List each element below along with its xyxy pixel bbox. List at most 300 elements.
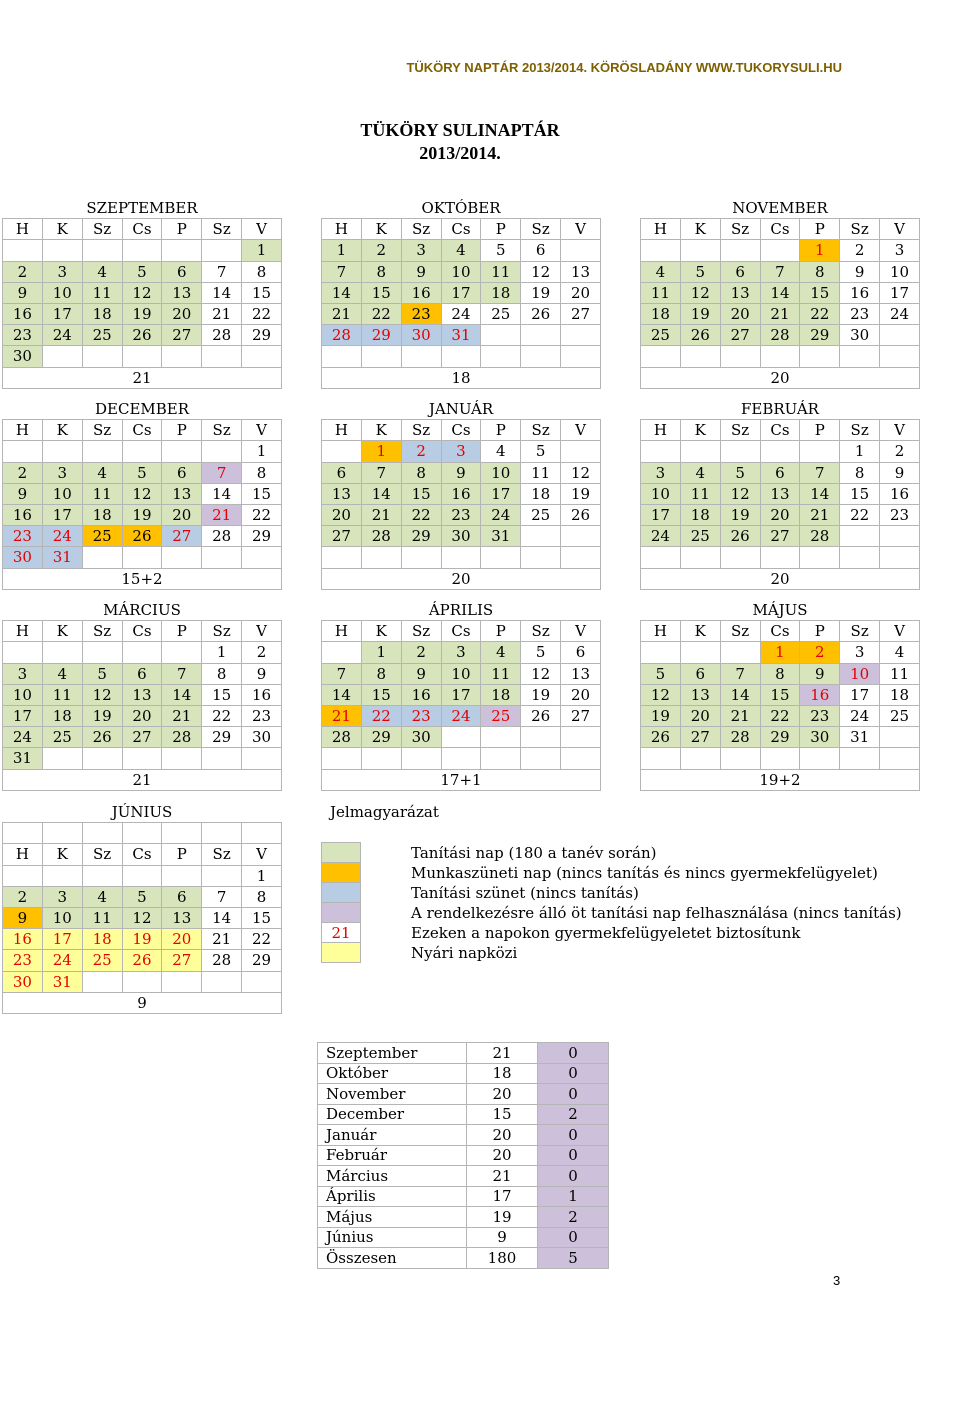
weekday-header: V — [561, 219, 601, 240]
day-cell: 24 — [42, 526, 82, 547]
empty-cell — [561, 240, 601, 261]
day-cell: 3 — [42, 462, 82, 483]
day-cell: 15 — [800, 282, 840, 303]
empty-cell — [641, 547, 681, 568]
weekday-header: H — [641, 621, 681, 642]
day-cell: 2 — [401, 441, 441, 462]
empty-cell — [361, 547, 401, 568]
empty-cell — [561, 727, 601, 748]
legend-swatch — [322, 863, 361, 883]
summary-extra: 2 — [538, 1207, 609, 1228]
empty-cell — [3, 441, 43, 462]
empty-cell — [162, 642, 202, 663]
day-cell: 26 — [122, 325, 162, 346]
empty-cell — [521, 727, 561, 748]
legend-text: Tanítási nap (180 a tanév során) — [411, 843, 657, 862]
empty-cell — [441, 547, 481, 568]
day-cell: 2 — [3, 886, 43, 907]
day-cell: 28 — [760, 325, 800, 346]
day-cell: 13 — [561, 261, 601, 282]
day-cell: 15 — [242, 282, 282, 303]
day-cell: 22 — [361, 303, 401, 324]
day-cell: 15 — [760, 684, 800, 705]
empty-cell — [760, 441, 800, 462]
weekday-header: Sz — [202, 219, 242, 240]
empty-cell — [880, 748, 920, 769]
day-cell: 8 — [242, 261, 282, 282]
weekday-header: Cs — [122, 844, 162, 865]
day-cell: 31 — [481, 526, 521, 547]
empty-cell — [441, 727, 481, 748]
weekday-header: H — [641, 219, 681, 240]
day-cell: 25 — [521, 504, 561, 525]
weekday-header: Cs — [441, 621, 481, 642]
weekday-header: P — [481, 219, 521, 240]
day-cell: 31 — [441, 325, 481, 346]
summary-row — [318, 1043, 609, 1064]
day-cell: 3 — [641, 462, 681, 483]
empty-cell — [361, 748, 401, 769]
day-cell: 28 — [162, 727, 202, 748]
day-cell: 20 — [561, 684, 601, 705]
legend-swatch — [322, 843, 361, 863]
day-cell: 25 — [82, 526, 122, 547]
weekday-header: H — [322, 621, 362, 642]
day-cell: 4 — [641, 261, 681, 282]
empty-cell — [82, 865, 122, 886]
day-cell: 5 — [122, 261, 162, 282]
day-cell: 1 — [361, 642, 401, 663]
day-cell: 29 — [760, 727, 800, 748]
day-cell: 6 — [162, 886, 202, 907]
day-cell: 13 — [680, 684, 720, 705]
day-cell: 26 — [561, 504, 601, 525]
month-calendar — [2, 197, 282, 389]
day-cell: 18 — [880, 684, 920, 705]
day-cell: 21 — [202, 504, 242, 525]
day-cell: 22 — [800, 303, 840, 324]
day-cell: 3 — [441, 441, 481, 462]
page-header: TÜKÖRY NAPTÁR 2013/2014. KÖRÖSLADÁNY WWW.TUKORYSULI.HU — [406, 60, 842, 75]
day-cell: 7 — [202, 261, 242, 282]
day-cell: 6 — [162, 261, 202, 282]
summary-days: 9 — [467, 1227, 538, 1248]
weekday-header: V — [242, 219, 282, 240]
day-cell: 26 — [521, 705, 561, 726]
empty-cell — [401, 547, 441, 568]
day-cell: 12 — [521, 663, 561, 684]
day-cell: 10 — [441, 261, 481, 282]
day-cell: 20 — [322, 504, 362, 525]
day-cell: 12 — [122, 907, 162, 928]
day-cell: 12 — [680, 282, 720, 303]
weekday-header: P — [162, 420, 202, 441]
empty-cell — [680, 748, 720, 769]
day-cell: 21 — [202, 303, 242, 324]
day-cell: 22 — [242, 929, 282, 950]
day-cell: 17 — [3, 705, 43, 726]
day-cell: 11 — [82, 907, 122, 928]
empty-cell — [162, 865, 202, 886]
day-cell: 3 — [840, 642, 880, 663]
day-cell: 28 — [322, 325, 362, 346]
day-cell: 14 — [720, 684, 760, 705]
day-cell: 17 — [641, 504, 681, 525]
day-cell: 14 — [162, 684, 202, 705]
legend-swatch: 21 — [322, 923, 361, 943]
empty-cell — [42, 240, 82, 261]
summary-month: Összesen — [318, 1248, 467, 1269]
day-cell: 8 — [840, 462, 880, 483]
day-cell: 28 — [202, 325, 242, 346]
empty-cell — [880, 325, 920, 346]
day-cell: 25 — [880, 705, 920, 726]
day-cell: 6 — [561, 642, 601, 663]
day-cell: 4 — [680, 462, 720, 483]
day-cell: 3 — [880, 240, 920, 261]
day-cell: 22 — [840, 504, 880, 525]
day-cell: 5 — [122, 886, 162, 907]
weekday-header: P — [800, 420, 840, 441]
weekday-header: K — [680, 219, 720, 240]
day-cell: 26 — [122, 526, 162, 547]
day-cell: 4 — [42, 663, 82, 684]
weekday-header: V — [880, 219, 920, 240]
day-cell: 26 — [641, 727, 681, 748]
day-cell: 7 — [720, 663, 760, 684]
weekday-header: Cs — [122, 621, 162, 642]
empty-cell — [800, 441, 840, 462]
legend-text: Tanítási szünet (nincs tanítás) — [411, 883, 639, 902]
day-cell: 8 — [401, 462, 441, 483]
day-cell: 24 — [840, 705, 880, 726]
empty-cell — [202, 547, 242, 568]
day-cell: 27 — [322, 526, 362, 547]
day-cell: 30 — [401, 727, 441, 748]
day-cell: 4 — [880, 642, 920, 663]
day-cell: 5 — [641, 663, 681, 684]
day-cell: 14 — [202, 483, 242, 504]
month-name: JÚNIUS — [3, 802, 282, 823]
day-cell: 7 — [202, 886, 242, 907]
empty-cell — [122, 865, 162, 886]
month-calendar — [640, 197, 920, 389]
day-cell: 5 — [521, 441, 561, 462]
day-cell: 19 — [641, 705, 681, 726]
month-total: 21 — [3, 367, 282, 388]
day-cell: 26 — [720, 526, 760, 547]
day-cell: 5 — [481, 240, 521, 261]
day-cell: 14 — [202, 282, 242, 303]
day-cell: 25 — [481, 705, 521, 726]
day-cell: 10 — [42, 483, 82, 504]
weekday-header: K — [42, 219, 82, 240]
weekday-header: V — [880, 420, 920, 441]
empty-cell — [122, 547, 162, 568]
summary-row — [318, 1248, 609, 1269]
day-cell: 13 — [162, 282, 202, 303]
day-cell: 27 — [162, 325, 202, 346]
month-calendar — [321, 197, 601, 389]
empty-cell — [680, 441, 720, 462]
empty-cell — [441, 346, 481, 367]
day-cell: 29 — [361, 727, 401, 748]
weekday-header: K — [361, 219, 401, 240]
day-cell: 8 — [202, 663, 242, 684]
empty-cell — [561, 346, 601, 367]
day-cell: 16 — [441, 483, 481, 504]
weekday-header: H — [322, 420, 362, 441]
weekday-header: K — [42, 844, 82, 865]
day-cell: 21 — [322, 303, 362, 324]
weekday-header: Sz — [202, 621, 242, 642]
day-cell: 10 — [441, 663, 481, 684]
month-name: ÁPRILIS — [322, 600, 601, 621]
day-cell: 1 — [242, 240, 282, 261]
day-cell: 17 — [481, 483, 521, 504]
empty-cell — [82, 642, 122, 663]
day-cell: 30 — [840, 325, 880, 346]
day-cell: 15 — [202, 684, 242, 705]
day-cell: 17 — [42, 929, 82, 950]
day-cell: 13 — [122, 684, 162, 705]
month-name: JANUÁR — [322, 399, 601, 420]
day-cell: 18 — [521, 483, 561, 504]
empty-cell — [3, 865, 43, 886]
summary-row — [318, 1084, 609, 1105]
day-cell: 15 — [401, 483, 441, 504]
empty-cell — [202, 441, 242, 462]
day-cell: 6 — [162, 462, 202, 483]
empty-cell — [800, 547, 840, 568]
weekday-header: Sz — [82, 420, 122, 441]
empty-cell — [242, 748, 282, 769]
day-cell: 23 — [3, 950, 43, 971]
empty-cell — [202, 971, 242, 992]
empty-cell — [122, 642, 162, 663]
summary-row — [318, 1166, 609, 1187]
day-cell: 31 — [840, 727, 880, 748]
empty-cell — [3, 642, 43, 663]
empty-cell — [521, 325, 561, 346]
day-cell: 2 — [800, 642, 840, 663]
summary-days: 20 — [467, 1125, 538, 1146]
day-cell: 24 — [42, 950, 82, 971]
summary-extra: 0 — [538, 1227, 609, 1248]
day-cell: 6 — [122, 663, 162, 684]
legend-text: A rendelkezésre álló öt tanítási nap felhasználása (nincs tanítás) — [411, 903, 902, 922]
day-cell: 10 — [840, 663, 880, 684]
day-cell: 20 — [680, 705, 720, 726]
weekday-header: P — [800, 219, 840, 240]
empty-cell — [162, 748, 202, 769]
day-cell: 21 — [202, 929, 242, 950]
day-cell: 10 — [641, 483, 681, 504]
day-cell: 2 — [361, 240, 401, 261]
day-cell: 12 — [122, 282, 162, 303]
day-cell: 16 — [401, 282, 441, 303]
month-total: 20 — [322, 568, 601, 589]
day-cell: 1 — [361, 441, 401, 462]
empty-cell — [800, 748, 840, 769]
day-cell: 30 — [800, 727, 840, 748]
weekday-header: V — [242, 844, 282, 865]
day-cell: 23 — [800, 705, 840, 726]
weekday-header: K — [361, 420, 401, 441]
empty-cell — [82, 748, 122, 769]
day-cell: 2 — [880, 441, 920, 462]
day-cell: 9 — [840, 261, 880, 282]
day-cell: 8 — [242, 886, 282, 907]
empty-cell — [82, 240, 122, 261]
weekday-header: V — [880, 621, 920, 642]
weekday-header: V — [561, 621, 601, 642]
day-cell: 23 — [840, 303, 880, 324]
weekday-header: Cs — [122, 420, 162, 441]
empty-cell — [361, 346, 401, 367]
weekday-header: Sz — [521, 420, 561, 441]
empty-cell — [481, 748, 521, 769]
empty-cell — [561, 526, 601, 547]
day-cell: 19 — [122, 303, 162, 324]
weekday-header: Cs — [441, 219, 481, 240]
day-cell: 6 — [680, 663, 720, 684]
day-cell: 11 — [641, 282, 681, 303]
day-cell: 9 — [3, 483, 43, 504]
summary-extra: 0 — [538, 1145, 609, 1166]
weekday-header: P — [800, 621, 840, 642]
weekday-header: Sz — [840, 420, 880, 441]
weekday-header: Sz — [521, 621, 561, 642]
month-total: 9 — [3, 992, 282, 1013]
empty-cell — [641, 642, 681, 663]
day-cell: 14 — [760, 282, 800, 303]
weekday-header: K — [42, 621, 82, 642]
day-cell: 15 — [361, 684, 401, 705]
empty-cell — [561, 547, 601, 568]
day-cell: 3 — [441, 642, 481, 663]
summary-days: 18 — [467, 1063, 538, 1084]
month-name: OKTÓBER — [322, 198, 601, 219]
weekday-header: H — [3, 420, 43, 441]
day-cell: 13 — [322, 483, 362, 504]
empty-cell — [162, 823, 202, 844]
day-cell: 29 — [242, 325, 282, 346]
day-cell: 16 — [880, 483, 920, 504]
legend-swatch — [322, 883, 361, 903]
empty-cell — [880, 346, 920, 367]
empty-cell — [481, 727, 521, 748]
legend-table — [321, 842, 903, 963]
month-calendar — [640, 398, 920, 590]
summary-days: 180 — [467, 1248, 538, 1269]
page-subtitle: 2013/2014. — [419, 143, 501, 163]
day-cell: 6 — [521, 240, 561, 261]
empty-cell — [322, 547, 362, 568]
empty-cell — [481, 325, 521, 346]
day-cell: 17 — [42, 303, 82, 324]
summary-extra: 0 — [538, 1043, 609, 1064]
month-name: DECEMBER — [3, 399, 282, 420]
summary-extra: 0 — [538, 1063, 609, 1084]
summary-extra: 1 — [538, 1186, 609, 1207]
day-cell: 24 — [880, 303, 920, 324]
day-cell: 26 — [680, 325, 720, 346]
empty-cell — [42, 823, 82, 844]
empty-cell — [322, 748, 362, 769]
empty-cell — [242, 823, 282, 844]
weekday-header: Sz — [202, 420, 242, 441]
empty-cell — [680, 547, 720, 568]
empty-cell — [82, 971, 122, 992]
empty-cell — [202, 823, 242, 844]
empty-cell — [800, 346, 840, 367]
day-cell: 24 — [42, 325, 82, 346]
day-cell: 24 — [641, 526, 681, 547]
weekday-header: Sz — [720, 420, 760, 441]
day-cell: 16 — [3, 504, 43, 525]
weekday-header: P — [162, 621, 202, 642]
day-cell: 8 — [242, 462, 282, 483]
empty-cell — [680, 346, 720, 367]
legend-text: Ezeken a napokon gyermekfelügyeletet biztosítunk — [411, 923, 801, 942]
empty-cell — [641, 748, 681, 769]
day-cell: 11 — [521, 462, 561, 483]
empty-cell — [840, 526, 880, 547]
day-cell: 25 — [641, 325, 681, 346]
month-total: 17+1 — [322, 769, 601, 790]
day-cell: 27 — [561, 705, 601, 726]
day-cell: 19 — [521, 684, 561, 705]
summary-month: Március — [318, 1166, 467, 1187]
empty-cell — [122, 823, 162, 844]
empty-cell — [3, 823, 43, 844]
day-cell: 19 — [122, 929, 162, 950]
empty-cell — [162, 346, 202, 367]
day-cell: 23 — [401, 705, 441, 726]
day-cell: 5 — [680, 261, 720, 282]
empty-cell — [521, 547, 561, 568]
day-cell: 24 — [481, 504, 521, 525]
day-cell: 9 — [242, 663, 282, 684]
empty-cell — [760, 240, 800, 261]
day-cell: 20 — [561, 282, 601, 303]
day-cell: 12 — [641, 684, 681, 705]
weekday-header: Sz — [82, 844, 122, 865]
month-total: 20 — [641, 367, 920, 388]
month-name: MÁRCIUS — [3, 600, 282, 621]
weekday-header: Sz — [401, 420, 441, 441]
legend-text: Munkaszüneti nap (nincs tanítás és nincs gyermekfelügyelet) — [411, 863, 878, 882]
empty-cell — [42, 346, 82, 367]
day-cell: 4 — [82, 886, 122, 907]
empty-cell — [242, 346, 282, 367]
day-cell: 3 — [401, 240, 441, 261]
day-cell: 13 — [720, 282, 760, 303]
summary-month: Június — [318, 1227, 467, 1248]
month-calendar — [2, 599, 282, 791]
day-cell: 25 — [82, 325, 122, 346]
day-cell: 7 — [322, 261, 362, 282]
empty-cell — [720, 441, 760, 462]
day-cell: 4 — [481, 441, 521, 462]
page-title: TÜKÖRY SULINAPTÁR — [360, 120, 560, 140]
month-calendar — [2, 801, 282, 1014]
day-cell: 28 — [202, 526, 242, 547]
summary-extra: 0 — [538, 1166, 609, 1187]
day-cell: 20 — [760, 504, 800, 525]
weekday-header: P — [162, 844, 202, 865]
